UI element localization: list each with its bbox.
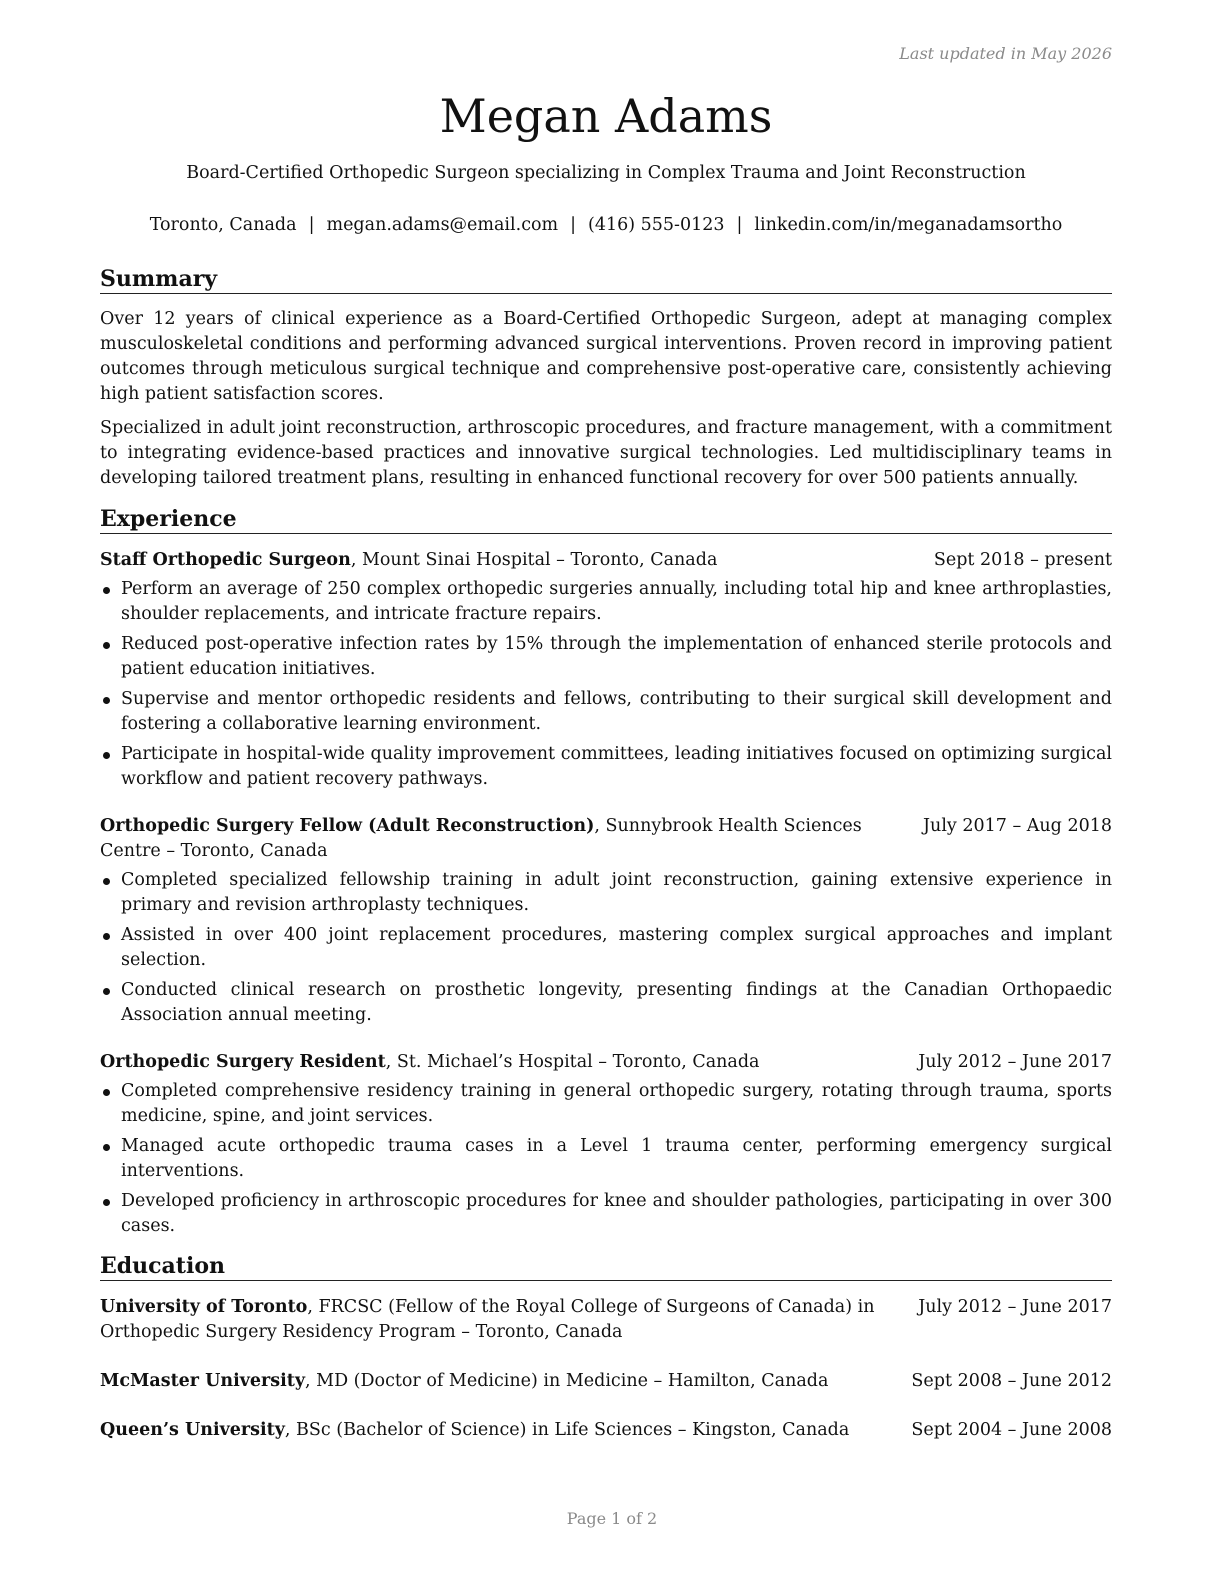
education-heading: Education <box>100 1253 1112 1281</box>
education-entry <box>100 1295 1112 1345</box>
job-bullets <box>100 577 1112 792</box>
job-dates: July 2017 – Aug 2018 <box>923 816 1112 836</box>
education-school: McMaster University <box>100 1371 306 1391</box>
last-updated-note: Last updated in May 2026 <box>899 44 1112 63</box>
job-organization: , Mount Sinai Hospital – Toronto, Canada <box>350 550 718 570</box>
job-bullet: Perform an average of 250 complex orthopedic surgeries annually, including total hip and knee arthroplasties, shoulder replacements, and intricate fracture repairs. <box>100 577 1112 627</box>
job-bullet: Conducted clinical research on prosthetic longevity, presenting findings at the Canadian Orthopaedic Association annual meeting. <box>100 978 1112 1028</box>
contact-separator: | <box>308 215 315 235</box>
contact-separator: | <box>570 215 577 235</box>
job-bullet: Completed comprehensive residency training in general orthopedic surgery, rotating through trauma, sports medicine, spine, and joint services. <box>100 1079 1112 1129</box>
job-role: Orthopedic Surgery Resident <box>100 1052 386 1072</box>
job-bullet: Managed acute orthopedic trauma cases in a Level 1 trauma center, performing emergency surgical interventions. <box>100 1134 1112 1184</box>
job-header <box>100 814 1112 864</box>
job-entry <box>100 814 1112 1028</box>
experience-heading: Experience <box>100 506 1112 534</box>
job-bullet: Reduced post-operative infection rates by 15% through the implementation of enhanced sterile protocols and patient education initiatives. <box>100 632 1112 682</box>
education-school: Queen’s University <box>100 1420 285 1440</box>
contact-location: Toronto, Canada <box>149 215 297 235</box>
job-organization: , Sunnybrook Health Sciences Centre – Toronto, Canada <box>100 816 862 861</box>
job-bullet: Assisted in over 400 joint replacement procedures, mastering complex surgical approaches and implant selection. <box>100 923 1112 973</box>
job-bullets <box>100 868 1112 1028</box>
job-dates: Sept 2018 – present <box>933 550 1112 570</box>
education-detail: , MD (Doctor of Medicine) in Medicine – Hamilton, Canada <box>305 1371 829 1391</box>
job-bullet: Participate in hospital-wide quality improvement committees, leading initiatives focused on optimizing surgical workflow and patient recovery pathways. <box>100 742 1112 792</box>
job-bullet: Developed proficiency in arthroscopic procedures for knee and shoulder pathologies, participating in over 300 cases. <box>100 1189 1112 1239</box>
education-dates: Sept 2008 – June 2012 <box>911 1371 1112 1391</box>
summary-section <box>100 307 1112 491</box>
education-detail: , BSc (Bachelor of Science) in Life Sciences – Kingston, Canada <box>284 1420 850 1440</box>
job-entry <box>100 1050 1112 1239</box>
job-dates: July 2012 – June 2017 <box>918 1052 1112 1072</box>
education-dates: July 2012 – June 2017 <box>918 1297 1112 1317</box>
job-entry <box>100 548 1112 792</box>
job-organization: , St. Michael’s Hospital – Toronto, Canada <box>385 1052 760 1072</box>
job-header <box>100 1050 1112 1075</box>
job-bullet: Supervise and mentor orthopedic residents and fellows, contributing to their surgical skill development and fostering a collaborative learning environment. <box>100 687 1112 737</box>
job-role: Staff Orthopedic Surgeon <box>100 550 351 570</box>
summary-paragraph: Specialized in adult joint reconstruction, arthroscopic procedures, and fracture management, with a commitment to integrating evidence-based practices and innovative surgical technologies. Led multidisciplinary teams in developing tailored treatment plans, resulting in enhanced functional recovery for over 500 patients annually. <box>100 418 1112 488</box>
education-school: University of Toronto <box>100 1297 308 1317</box>
job-bullet: Completed specialized fellowship training in adult joint reconstruction, gaining extensive experience in primary and revision arthroplasty techniques. <box>100 868 1112 918</box>
education-detail: , FRCSC (Fellow of the Royal College of Surgeons of Canada) in Orthopedic Surgery Residency Program – Toronto, Canada <box>100 1297 875 1342</box>
contact-email[interactable]: megan.adams@email.com <box>326 215 559 235</box>
job-role: Orthopedic Surgery Fellow (Adult Reconstruction) <box>100 816 595 836</box>
education-entry <box>100 1418 1112 1443</box>
professional-headline: Board-Certified Orthopedic Surgeon specializing in Complex Trauma and Joint Reconstruction <box>186 163 1026 183</box>
summary-paragraph: Over 12 years of clinical experience as a Board-Certified Orthopedic Surgeon, adept at managing complex musculoskeletal conditions and performing advanced surgical interventions. Proven record in improving patient outcomes through meticulous surgical technique and comprehensive post-operative care, consistently achieving high patient satisfaction scores. <box>100 309 1112 404</box>
summary-heading: Summary <box>100 266 1112 294</box>
page-number: Page 1 of 2 <box>566 1509 658 1528</box>
job-bullets <box>100 1079 1112 1239</box>
contact-separator: | <box>736 215 743 235</box>
education-entry <box>100 1369 1112 1394</box>
candidate-name: Megan Adams <box>439 89 773 143</box>
education-dates: Sept 2004 – June 2008 <box>911 1420 1112 1440</box>
job-header <box>100 548 1112 573</box>
contact-line <box>100 213 1112 237</box>
contact-phone[interactable]: (416) 555-0123 <box>588 215 725 235</box>
contact-linkedin[interactable]: linkedin.com/in/meganadamsortho <box>754 215 1063 235</box>
